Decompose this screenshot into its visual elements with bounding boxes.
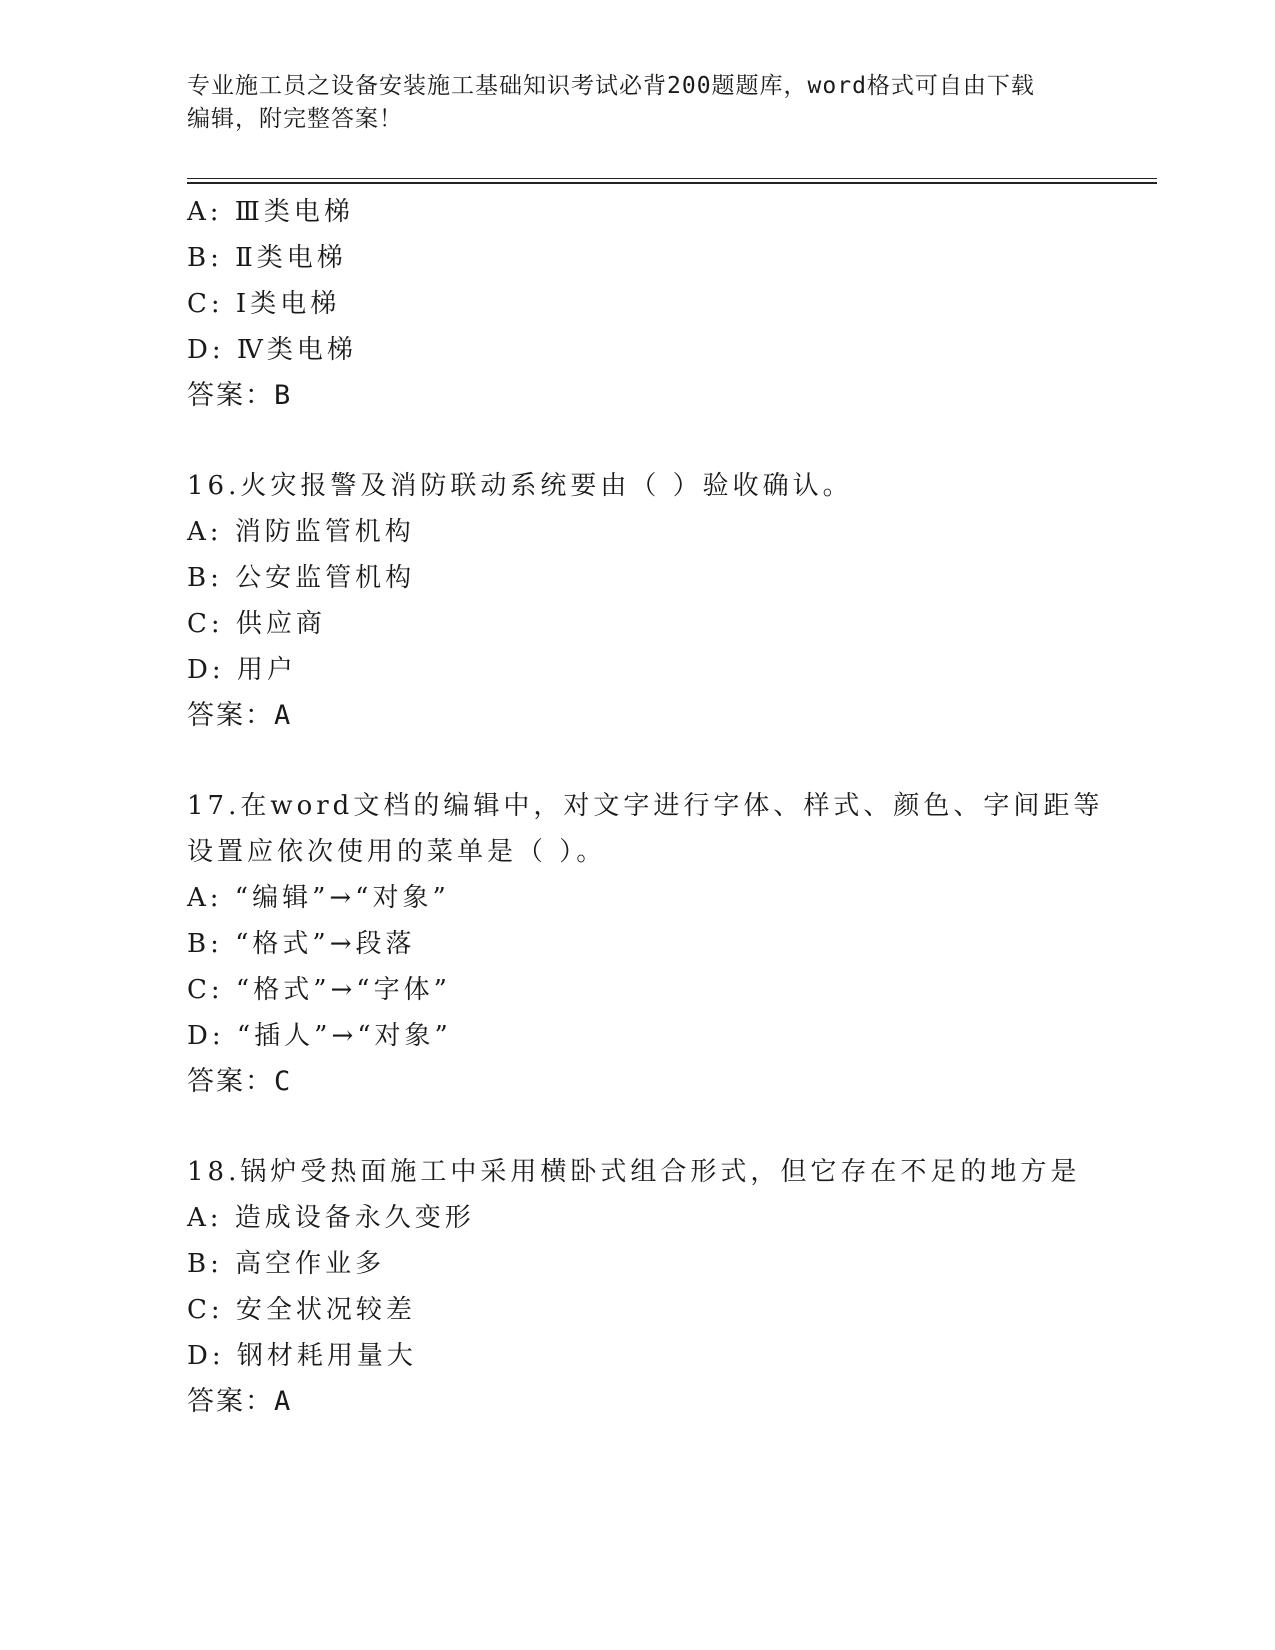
question-16-block (187, 463, 1147, 739)
header-rule-thin (187, 178, 1157, 179)
answer-line: 答案：A (187, 1386, 293, 1417)
option-d: D: “插人”→“对象” (187, 1021, 452, 1051)
question-stem-line-1: 17.在word文档的编辑中，对文字进行字体、样式、颜色、字间距等 (187, 791, 1104, 821)
option-c: C: “格式”→“字体” (187, 975, 451, 1005)
option-c: C: Ⅰ类电梯 (187, 289, 341, 319)
option-d: D: 钢材耗用量大 (187, 1341, 417, 1371)
option-a: A: 消防监管机构 (187, 517, 415, 547)
option-d: D: Ⅳ类电梯 (187, 335, 357, 365)
spacer (187, 1105, 1147, 1149)
answer-line: 答案：A (187, 700, 293, 731)
question-15-block (187, 189, 1147, 419)
question-stem: 16.火灾报警及消防联动系统要由（ ）验收确认。 (187, 471, 853, 501)
question-18-block (187, 1149, 1147, 1425)
answer-line: 答案：B (187, 380, 293, 411)
option-b: B: Ⅱ类电梯 (187, 243, 347, 273)
question-stem-line-2: 设置应依次使用的菜单是（ ）。 (187, 837, 607, 867)
header-rule-thick (187, 182, 1157, 184)
option-b: B: 高空作业多 (187, 1249, 386, 1279)
option-a: A: “编辑”→“对象” (187, 883, 450, 913)
spacer (187, 419, 1147, 463)
answer-line: 答案：C (187, 1066, 293, 1097)
option-a: A: Ⅲ类电梯 (187, 197, 354, 227)
question-list (187, 189, 1147, 1425)
spacer (187, 739, 1147, 783)
option-b: B: “格式”→段落 (187, 929, 416, 959)
option-a: A: 造成设备永久变形 (187, 1203, 475, 1233)
option-b: B: 公安监管机构 (187, 563, 416, 593)
document-header (187, 70, 1087, 136)
option-c: C: 供应商 (187, 609, 326, 639)
option-d: D: 用户 (187, 655, 297, 685)
header-title-line-2: 编辑，附完整答案！ (187, 106, 403, 132)
question-17-block (187, 783, 1147, 1105)
option-c: C: 安全状况较差 (187, 1295, 416, 1325)
header-title-line-1: 专业施工员之设备安装施工基础知识考试必背200题题库，word格式可自由下载 (187, 73, 1035, 99)
question-stem: 18.锅炉受热面施工中采用横卧式组合形式，但它存在不足的地方是 (187, 1157, 1081, 1187)
